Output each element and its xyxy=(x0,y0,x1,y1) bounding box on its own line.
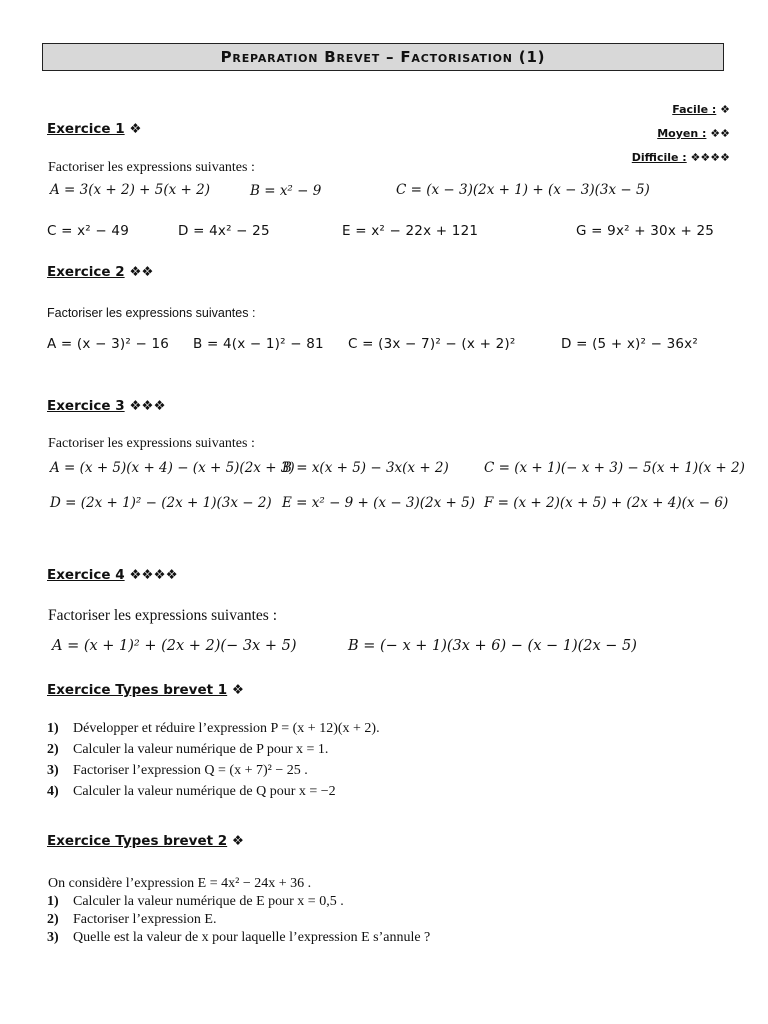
exercise-3-stars: ❖❖❖ xyxy=(129,398,166,414)
brevet-2-item-2-text: Factoriser l’expression E. xyxy=(73,912,217,927)
exercise-brevet-2-label: Exercice Types brevet 2 xyxy=(47,833,228,849)
ex3-expr-C: C = (x + 1)(− x + 3) − 5(x + 1)(x + 2) xyxy=(484,460,745,476)
exercise-3-title xyxy=(47,398,166,414)
ex3-expr-D: D = (2x + 1)² − (2x + 1)(3x − 2) xyxy=(50,495,272,511)
exercise-2-label: Exercice 2 xyxy=(47,264,125,280)
ex2-expr-C: C = (3x − 7)² − (x + 2)² xyxy=(348,336,516,352)
exercise-brevet-1-label: Exercice Types brevet 1 xyxy=(47,682,228,698)
ex2-expr-B: B = 4(x − 1)² − 81 xyxy=(193,336,324,352)
exercise-brevet-1-title xyxy=(47,682,244,698)
ex3-expr-A: A = (x + 5)(x + 4) − (x + 5)(2x + 3) xyxy=(50,460,295,476)
brevet-1-item-1 xyxy=(47,721,380,737)
exercise-1-stars: ❖ xyxy=(129,121,142,137)
ex1-expr-E: E = x² − 22x + 121 xyxy=(342,223,479,239)
exercise-2-stars: ❖❖ xyxy=(129,264,154,280)
legend-medium xyxy=(657,127,730,140)
ex3-expr-B: B = x(x + 5) − 3x(x + 2) xyxy=(282,460,449,476)
brevet-1-item-4-num: 4) xyxy=(47,784,59,799)
brevet-1-item-4-text: Calculer la valeur numérique de Q pour x = −2 xyxy=(73,784,336,799)
ex3-expr-E: E = x² − 9 + (x − 3)(2x + 5) xyxy=(282,495,476,511)
brevet-1-item-1-text: Développer et réduire l’expression P = (x + 12)(x + 2). xyxy=(73,721,380,736)
ex1-expr-D: D = 4x² − 25 xyxy=(178,223,270,239)
exercise-4-title xyxy=(47,567,178,583)
ex1-expr-A: A = 3(x + 2) + 5(x + 2) xyxy=(50,182,210,198)
brevet-1-item-4 xyxy=(47,784,336,800)
exercise-brevet-2-stars: ❖ xyxy=(231,833,244,849)
exercise-4-instruction: Factoriser les expressions suivantes : xyxy=(48,607,278,624)
brevet-1-item-3 xyxy=(47,763,308,779)
exercise-4-label: Exercice 4 xyxy=(47,567,125,583)
brevet-2-item-3-text: Quelle est la valeur de x pour laquelle l’expression E s’annule ? xyxy=(73,930,431,945)
ex2-expr-D: D = (5 + x)² − 36x² xyxy=(561,336,698,352)
exercise-1-instruction: Factoriser les expressions suivantes : xyxy=(48,160,255,175)
ex1-expr-C: C = (x − 3)(2x + 1) + (x − 3)(3x − 5) xyxy=(396,182,650,198)
brevet-2-item-2 xyxy=(47,912,216,928)
brevet-1-item-1-num: 1) xyxy=(47,721,59,736)
page-title: Preparation Brevet – Factorisation (1) xyxy=(220,48,546,66)
ex4-expr-A: A = (x + 1)² + (2x + 2)(− 3x + 5) xyxy=(52,638,297,654)
legend-easy xyxy=(672,103,730,116)
legend-hard-symbols: ❖❖❖❖ xyxy=(690,151,730,164)
exercise-brevet-2-title xyxy=(47,833,244,849)
brevet-1-item-3-num: 3) xyxy=(47,763,59,778)
brevet-2-item-3 xyxy=(47,930,430,946)
legend-easy-symbols: ❖ xyxy=(720,103,730,116)
page-title-box xyxy=(42,43,724,71)
exercise-4-stars: ❖❖❖❖ xyxy=(129,567,178,583)
exercise-3-label: Exercice 3 xyxy=(47,398,125,414)
legend-hard-label: Difficile : xyxy=(631,151,687,164)
brevet-1-item-2-text: Calculer la valeur numérique de P pour x = 1. xyxy=(73,742,329,757)
exercise-3-instruction: Factoriser les expressions suivantes : xyxy=(48,436,255,451)
ex1-expr-B: B = x² − 9 xyxy=(250,183,322,199)
exercise-2-title xyxy=(47,264,154,280)
ex4-expr-B: B = (− x + 1)(3x + 6) − (x − 1)(2x − 5) xyxy=(348,638,637,654)
legend-easy-label: Facile : xyxy=(672,103,717,116)
exercise-2-instruction: Factoriser les expressions suivantes : xyxy=(47,306,256,320)
brevet-2-item-1-num: 1) xyxy=(47,894,59,909)
exercise-1-label: Exercice 1 xyxy=(47,121,125,137)
brevet-2-item-2-num: 2) xyxy=(47,912,59,927)
legend-medium-label: Moyen : xyxy=(657,127,707,140)
legend-medium-symbols: ❖❖ xyxy=(710,127,730,140)
brevet-2-item-3-num: 3) xyxy=(47,930,59,945)
exercise-brevet-1-stars: ❖ xyxy=(231,682,244,698)
ex3-expr-F: F = (x + 2)(x + 5) + (2x + 4)(x − 6) xyxy=(484,495,729,511)
brevet-2-intro: On considère l’expression E = 4x² − 24x + 36 . xyxy=(48,876,312,891)
legend-hard xyxy=(632,151,730,164)
brevet-1-item-3-text: Factoriser l’expression Q = (x + 7)² − 25 . xyxy=(73,763,308,778)
brevet-2-item-1-text: Calculer la valeur numérique de E pour x = 0,5 . xyxy=(73,894,344,909)
ex2-expr-A: A = (x − 3)² − 16 xyxy=(47,336,170,352)
brevet-2-item-1 xyxy=(47,894,344,910)
ex1-expr-C2: C = x² − 49 xyxy=(47,223,129,239)
brevet-1-item-2-num: 2) xyxy=(47,742,59,757)
brevet-1-item-2 xyxy=(47,742,328,758)
ex1-expr-G: G = 9x² + 30x + 25 xyxy=(576,223,715,239)
exercise-1-title xyxy=(47,121,141,137)
